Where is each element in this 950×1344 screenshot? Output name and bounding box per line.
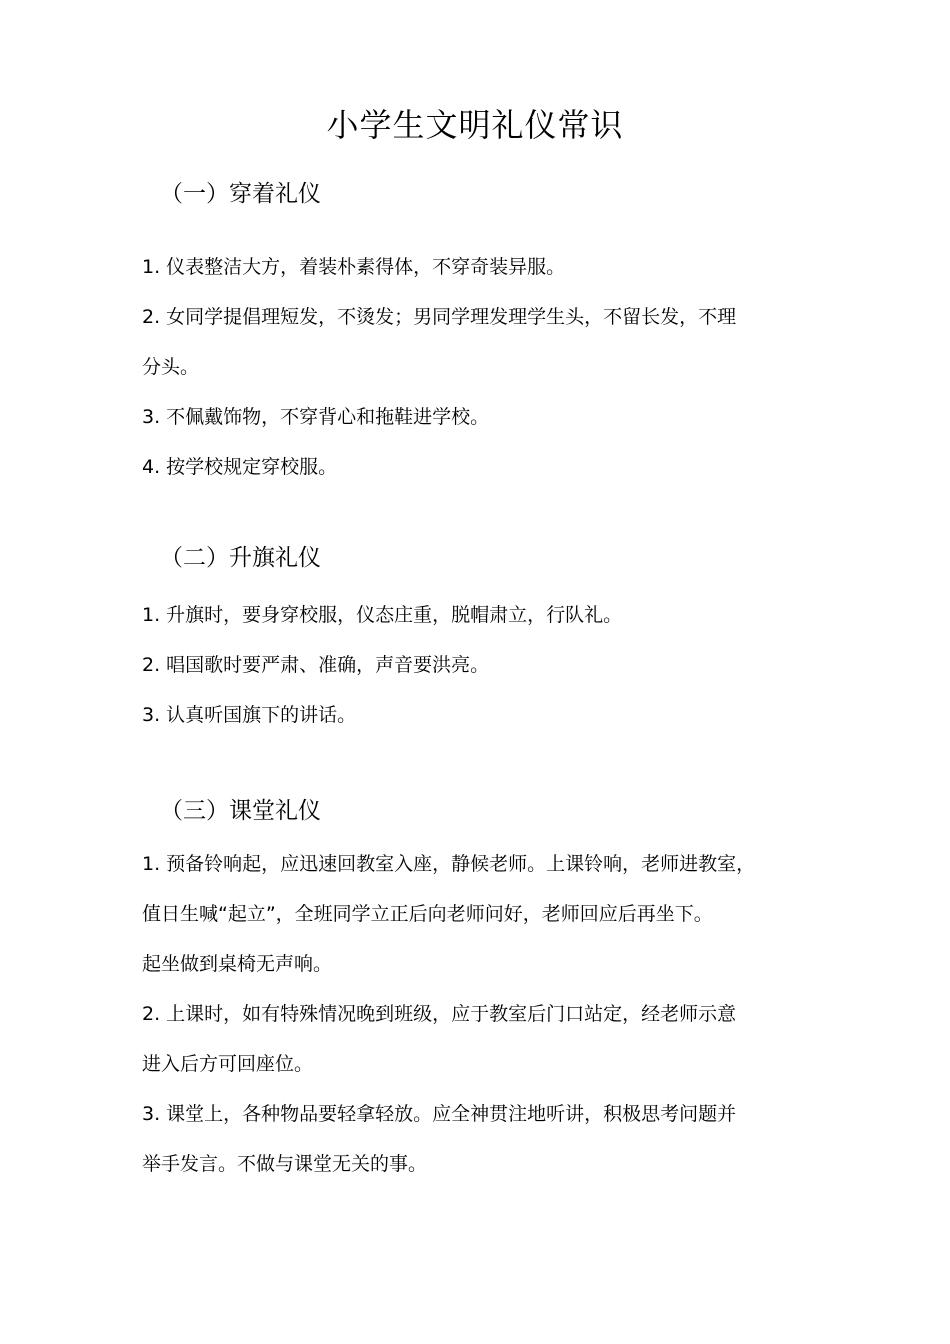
paragraph-line: 举手发言。不做与课堂无关的事。 [142, 1153, 428, 1175]
paragraph-line: 2. 女同学提倡理短发，不烫发；男同学理发理学生头，不留长发，不理 [142, 306, 737, 328]
section-heading-attire: （一）穿着礼仪 [160, 181, 321, 207]
paragraph-line: 2. 上课时，如有特殊情况晚到班级，应于教室后门口站定，经老师示意 [142, 1003, 737, 1025]
paragraph-line: 4. 按学校规定穿校服。 [142, 456, 338, 478]
section-heading-flag-raising: （二）升旗礼仪 [160, 545, 321, 571]
paragraph-line: 1. 仪表整洁大方，着装朴素得体，不穿奇装异服。 [142, 256, 566, 278]
paragraph-line: 分头。 [142, 356, 200, 378]
paragraph-line: 起坐做到桌椅无声响。 [142, 953, 333, 975]
paragraph-line: 3. 不佩戴饰物，不穿背心和拖鞋进学校。 [142, 406, 490, 428]
paragraph-line: 1. 预备铃响起，应迅速回教室入座，静候老师。上课铃响，老师进教室， [142, 853, 756, 875]
paragraph-line: 值日生喊“起立”，全班同学立正后向老师问好，老师回应后再坐下。 [142, 903, 713, 925]
paragraph-line: 3. 认真听国旗下的讲话。 [142, 704, 357, 726]
page-title: 小学生文明礼仪常识 [326, 106, 624, 144]
paragraph-line: 2. 唱国歌时要严肃、准确，声音要洪亮。 [142, 654, 490, 676]
paragraph-line: 3. 课堂上，各种物品要轻拿轻放。应全神贯注地听讲，积极思考问题并 [142, 1103, 737, 1125]
paragraph-line: 进入后方可回座位。 [142, 1053, 314, 1075]
section-heading-classroom: （三）课堂礼仪 [160, 798, 321, 824]
paragraph-line: 1. 升旗时，要身穿校服，仪态庄重，脱帽肃立，行队礼。 [142, 604, 623, 626]
